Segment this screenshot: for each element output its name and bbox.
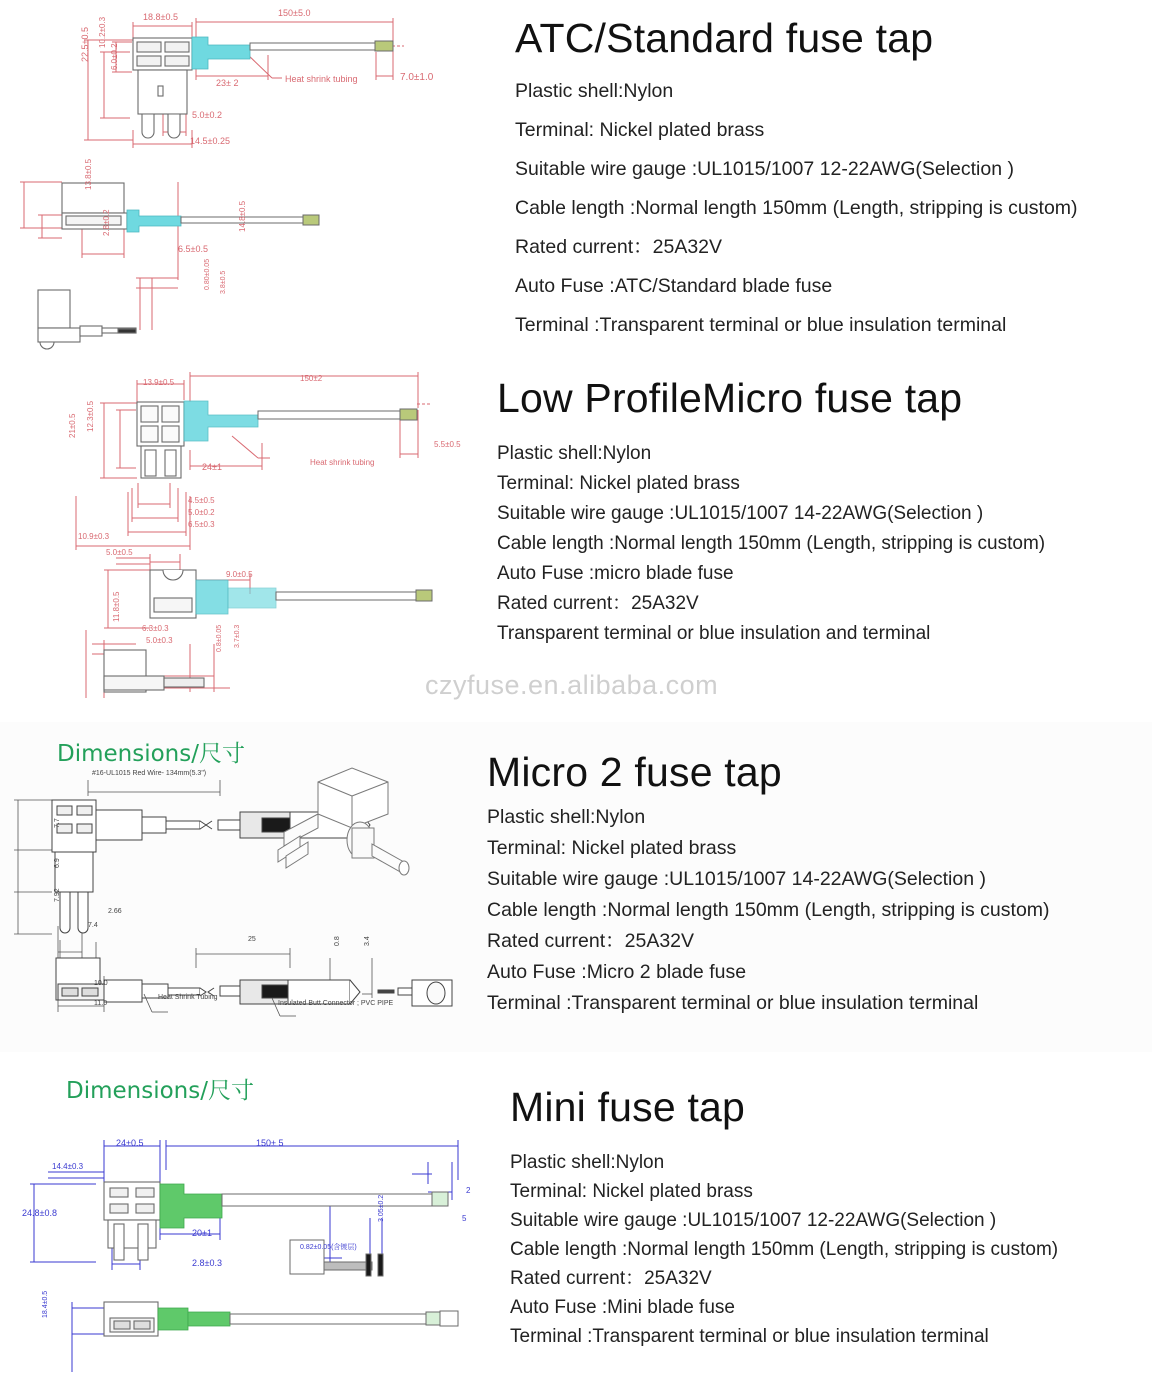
- spec-line: Terminal :Transparent terminal or blue insulation terminal: [515, 314, 1007, 336]
- dimension-label: 0.8±0.05: [216, 624, 223, 652]
- dimension-label: 14.4±0.3: [52, 1162, 84, 1171]
- spec-line: Transparent terminal or blue insulation and terminal: [497, 623, 931, 644]
- spec-line: Rated current：25A32V: [497, 593, 699, 614]
- dimension-label: Heat shrink tubing: [310, 458, 375, 467]
- spec-line: Cable length :Normal length 150mm (Length, stripping is custom): [487, 899, 1050, 921]
- dimension-label: 150±5.0: [278, 8, 311, 18]
- spec-text-atc: [515, 12, 1078, 345]
- dimension-label: 24±1: [202, 462, 222, 472]
- dimension-label: 25: [248, 936, 256, 943]
- dimension-label: 2.8±0.3: [192, 1258, 222, 1268]
- dimension-label: 0.8: [334, 936, 341, 946]
- dimension-label: 9.0±0.5: [226, 570, 253, 579]
- dimension-label: 7.0±1.0: [400, 72, 434, 83]
- spec-line: Plastic shell:Nylon: [487, 806, 646, 828]
- dimension-label: 3.7±0.3: [234, 624, 241, 648]
- dimensions-header: Dimensions/尺寸: [57, 741, 245, 767]
- dimensions-header: Dimensions/尺寸: [66, 1078, 254, 1104]
- dimension-label: 13.9±0.5: [143, 378, 175, 387]
- dimension-label: 10.0: [94, 980, 108, 987]
- dimension-label: 150±2: [300, 374, 323, 383]
- dimension-label: 2.8±0.2: [102, 209, 111, 236]
- product-title: ATC/Standard fuse tap: [515, 15, 934, 61]
- spec-line: Suitable wire gauge :UL1015/1007 12-22AWG(Selection ): [515, 158, 1014, 180]
- section-mini: [0, 1052, 1152, 1375]
- dimension-label: 5.0±0.5: [106, 548, 133, 557]
- spec-line: Suitable wire gauge :UL1015/1007 14-22AWG(Selection ): [487, 868, 986, 890]
- dimension-label: 5.0±0.2: [192, 110, 222, 120]
- dimension-label: #16-UL1015 Red Wire- 134mm(5.3"): [92, 770, 207, 777]
- spec-line: Plastic shell:Nylon: [510, 1152, 665, 1173]
- drawing-micro-2: [0, 762, 470, 1052]
- watermark: czyfuse.en.alibaba.com: [425, 670, 719, 700]
- dimension-label: 4.5±0.5: [188, 496, 215, 505]
- product-title: Micro 2 fuse tap: [487, 749, 782, 795]
- spec-line: Plastic shell:Nylon: [497, 443, 652, 464]
- dimension-label: 0.80±0.05: [204, 258, 211, 290]
- dimension-label: 14.5±0.25: [190, 136, 230, 146]
- drawing-mini: [0, 1122, 500, 1375]
- spec-line: Terminal :Transparent terminal or blue insulation terminal: [487, 992, 979, 1014]
- spec-line: Cable length :Normal length 150mm (Length, stripping is custom): [497, 533, 1046, 554]
- dimension-label: 18.8±0.5: [143, 12, 178, 22]
- spec-line: Plastic shell:Nylon: [515, 80, 674, 102]
- dimension-label: 2: [466, 1186, 471, 1195]
- product-title: Mini fuse tap: [510, 1084, 746, 1130]
- dimension-label: 6.5±0.5: [178, 244, 208, 254]
- dimension-label: Insulated Butt Connector ; PVC PIPE: [278, 1000, 394, 1007]
- dimension-label: 150± 5: [256, 1138, 284, 1148]
- spec-line: Suitable wire gauge :UL1015/1007 12-22AWG(Selection ): [510, 1210, 997, 1231]
- dimension-label: 12.3±0.5: [86, 400, 95, 432]
- dimension-label: 24±0.5: [116, 1138, 144, 1148]
- dimension-label: 10.2±0.3: [98, 16, 107, 48]
- spec-text-low-profile-micro: [497, 372, 1045, 649]
- dimension-label: Heat Shrink Tubing: [158, 994, 218, 1001]
- spec-line: Rated current：25A32V: [510, 1268, 712, 1289]
- dimension-label: 5.0±0.3: [146, 636, 173, 645]
- dimension-label: 24.8±0.8: [22, 1208, 57, 1218]
- spec-line: Suitable wire gauge :UL1015/1007 14-22AWG(Selection ): [497, 503, 984, 524]
- spec-line: Rated current：25A32V: [487, 930, 695, 952]
- spec-text-mini: [510, 1080, 1058, 1351]
- section-low-profile-micro: [0, 358, 1152, 718]
- dimension-label: 6.0±0.2: [110, 43, 119, 70]
- dimension-label: Heat shrink tubing: [285, 74, 358, 84]
- dimension-label: 10.9±0.3: [78, 532, 110, 541]
- dimension-label: 5.0±0.2: [188, 508, 215, 517]
- dimension-label: 23± 2: [216, 78, 239, 88]
- spec-line: Auto Fuse :ATC/Standard blade fuse: [515, 275, 833, 297]
- dimension-label: 7.92: [54, 888, 61, 902]
- spec-line: Rated current：25A32V: [515, 236, 723, 258]
- spec-line: Terminal: Nickel plated brass: [487, 837, 737, 859]
- spec-line: Auto Fuse :Micro 2 blade fuse: [487, 961, 747, 983]
- dimension-label: 7.7: [54, 818, 61, 828]
- dimension-label: 3.05±0.2: [378, 1194, 385, 1222]
- drawing-low-profile-micro: [0, 358, 500, 718]
- spec-text-micro-2: [487, 746, 1050, 1019]
- dimension-label: 6.3±0.3: [142, 624, 169, 633]
- dimension-label: 7.4: [88, 922, 98, 929]
- dimension-label: 2.66: [108, 908, 122, 915]
- dimension-label: 21±0.5: [68, 413, 77, 438]
- product-title: Low ProfileMicro fuse tap: [497, 375, 963, 421]
- spec-line: Cable length :Normal length 150mm (Length, stripping is custom): [510, 1239, 1059, 1260]
- dimension-label: 3.4: [364, 936, 371, 946]
- dimension-label: 11.0: [94, 1000, 108, 1007]
- spec-line: Auto Fuse :Mini blade fuse: [510, 1297, 735, 1318]
- dimension-label: 11.8±0.5: [112, 591, 121, 622]
- spec-line: Terminal: Nickel plated brass: [515, 119, 765, 141]
- section-atc-standard: [0, 0, 1152, 355]
- dimension-label: 0.82±0.05(含镀层): [300, 1244, 357, 1251]
- dimension-label: 6.9: [54, 858, 61, 868]
- spec-line: Terminal: Nickel plated brass: [510, 1181, 753, 1202]
- drawing-atc-side-views: [0, 170, 500, 350]
- dimension-label: 14.8±0.5: [238, 200, 247, 232]
- dimension-label: 13.8±0.5: [84, 158, 93, 190]
- dimension-label: 22.5±0.5: [80, 27, 90, 62]
- dimension-label: 5.5±0.5: [434, 440, 461, 449]
- spec-line: Terminal: Nickel plated brass: [497, 473, 740, 494]
- dimension-label: 3.8±0.5: [220, 270, 227, 294]
- spec-line: Auto Fuse :micro blade fuse: [497, 563, 734, 584]
- dimension-label: 18.4±0.5: [42, 1290, 49, 1318]
- spec-line: Cable length :Normal length 150mm (Length, stripping is custom): [515, 197, 1078, 219]
- spec-line: Terminal :Transparent terminal or blue insulation terminal: [510, 1326, 989, 1347]
- dimension-label: 5: [462, 1214, 467, 1223]
- dimension-label: 6.5±0.3: [188, 520, 215, 529]
- dimension-label: 20±1: [192, 1228, 212, 1238]
